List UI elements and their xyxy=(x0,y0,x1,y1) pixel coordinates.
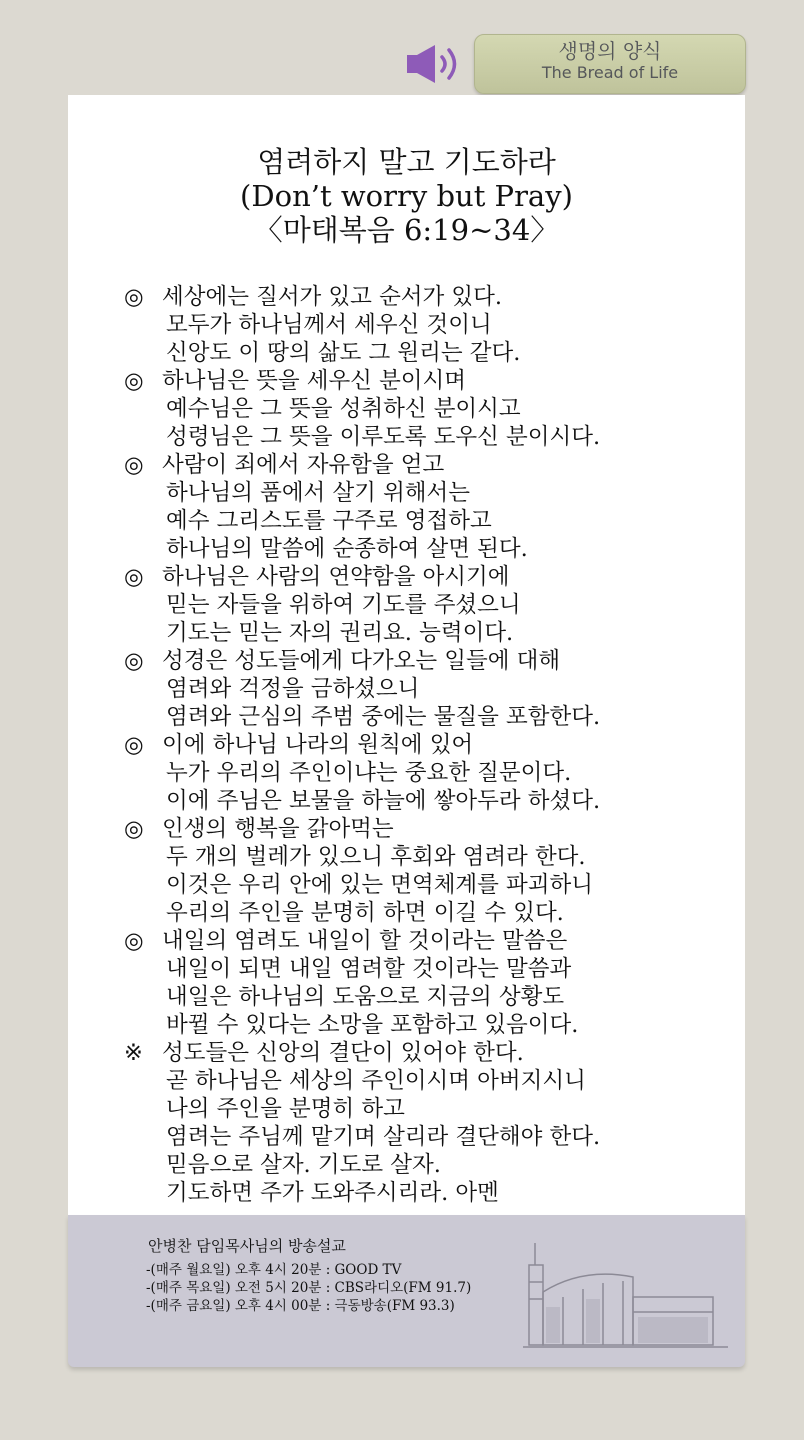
point-line: 하나님은 사람의 연약함을 아시기에 xyxy=(162,564,510,590)
point-line: 내일이 되면 내일 염려할 것이라는 말씀과 xyxy=(166,956,572,982)
point-line: 성령님은 그 뜻을 이루도록 도우신 분이시다. xyxy=(166,424,601,450)
bullet-mark: ◎ xyxy=(124,564,144,590)
scripture-reference: 〈마태복음 6:19~34〉 xyxy=(253,213,560,247)
point-line: 성경은 성도들에게 다가오는 일들에 대해 xyxy=(162,648,561,674)
point-line: 기도는 믿는 자의 권리요. 능력이다. xyxy=(166,620,514,646)
point-line: 예수 그리스도를 구주로 영접하고 xyxy=(166,508,492,534)
broadcast-info xyxy=(68,1215,745,1367)
sermon-point xyxy=(124,283,734,367)
schedule-item: -(매주 금요일) 오후 4시 00분 : 극동방송(FM 93.3) xyxy=(146,1298,455,1314)
sermon-title-en: (Don’t worry but Pray) xyxy=(240,179,573,213)
point-line: 곧 하나님은 세상의 주인이시며 아버지시니 xyxy=(166,1068,586,1094)
point-line: 누가 우리의 주인이냐는 중요한 질문이다. xyxy=(166,760,572,786)
sermon-point xyxy=(124,563,734,647)
brand-title-ko: 생명의 양식 xyxy=(558,39,662,63)
point-line: 신앙도 이 땅의 삶도 그 원리는 같다. xyxy=(166,340,521,366)
point-line: 모두가 하나님께서 세우신 것이니 xyxy=(166,312,492,338)
point-line: 인생의 행복을 갉아먹는 xyxy=(162,816,394,842)
point-line: 하나님의 말씀에 순종하여 살면 된다. xyxy=(166,536,528,562)
bullet-mark: ◎ xyxy=(124,816,144,842)
bullet-mark: ◎ xyxy=(124,452,144,478)
bullet-mark: ◎ xyxy=(124,928,144,954)
sermon-point xyxy=(124,367,734,451)
schedule-item: -(매주 목요일) 오전 5시 20분 : CBS라디오(FM 91.7) xyxy=(146,1280,472,1296)
sermon-point xyxy=(124,815,734,927)
bullet-mark: ◎ xyxy=(124,284,144,310)
point-line: 이에 하나님 나라의 원칙에 있어 xyxy=(162,732,474,758)
point-line: 세상에는 질서가 있고 순서가 있다. xyxy=(162,284,503,310)
sermon-point xyxy=(124,647,734,731)
point-line: 염려와 걱정을 금하셨으니 xyxy=(166,676,420,702)
sermon-point xyxy=(124,927,734,1039)
sermon-point xyxy=(124,451,734,563)
bullet-mark: ◎ xyxy=(124,648,144,674)
schedule-item: -(매주 월요일) 오후 4시 20분 : GOOD TV xyxy=(146,1262,402,1278)
sermon-points xyxy=(124,283,734,1207)
point-line: 예수님은 그 뜻을 성취하신 분이시고 xyxy=(166,396,521,422)
point-line: 나의 주인을 분명히 하고 xyxy=(166,1096,405,1122)
point-line: 이것은 우리 안에 있는 면역체계를 파괴하니 xyxy=(166,872,593,898)
point-line: 믿는 자들을 위하여 기도를 주셨으니 xyxy=(166,592,521,618)
point-line: 하나님의 품에서 살기 위해서는 xyxy=(166,480,471,506)
sermon-point xyxy=(124,1039,734,1207)
bullet-mark: ◎ xyxy=(124,732,144,758)
point-line: 염려는 주님께 맡기며 살리라 결단해야 한다. xyxy=(166,1124,601,1150)
point-line: 우리의 주인을 분명히 하면 이길 수 있다. xyxy=(166,900,564,926)
bullet-mark: ◎ xyxy=(124,368,144,394)
brand-badge xyxy=(474,34,746,94)
broadcast-title: 안병찬 담임목사님의 방송설교 xyxy=(148,1237,346,1255)
point-line: 하나님은 뜻을 세우신 분이시며 xyxy=(162,368,467,394)
point-line: 두 개의 벌레가 있으니 후회와 염려라 한다. xyxy=(166,844,586,870)
sermon-card xyxy=(68,95,745,1215)
point-line: 사람이 죄에서 자유함을 얻고 xyxy=(162,452,445,478)
sermon-point xyxy=(124,731,734,815)
brand-title-en: The Bread of Life xyxy=(541,63,679,82)
church-illustration xyxy=(523,1237,733,1362)
point-line: 염려와 근심의 주범 중에는 물질을 포함한다. xyxy=(166,704,601,730)
broadcast-schedule xyxy=(146,1261,471,1315)
point-line: 내일은 하나님의 도움으로 지금의 상황도 xyxy=(166,984,565,1010)
sermon-title: 염려하지 말고 기도하라 xyxy=(257,145,556,179)
speaker-icon[interactable] xyxy=(405,42,465,86)
point-line: 성도들은 신앙의 결단이 있어야 한다. xyxy=(162,1040,524,1066)
bullet-mark: ※ xyxy=(124,1040,143,1066)
sermon-title-block xyxy=(68,145,745,247)
point-line: 바뀔 수 있다는 소망을 포함하고 있음이다. xyxy=(166,1012,579,1038)
point-line: 기도하면 주가 도와주시리라. 아멘 xyxy=(166,1180,499,1206)
point-line: 이에 주님은 보물을 하늘에 쌓아두라 하셨다. xyxy=(166,788,601,814)
point-line: 믿음으로 살자. 기도로 살자. xyxy=(166,1152,441,1178)
point-line: 내일의 염려도 내일이 할 것이라는 말씀은 xyxy=(162,928,568,954)
